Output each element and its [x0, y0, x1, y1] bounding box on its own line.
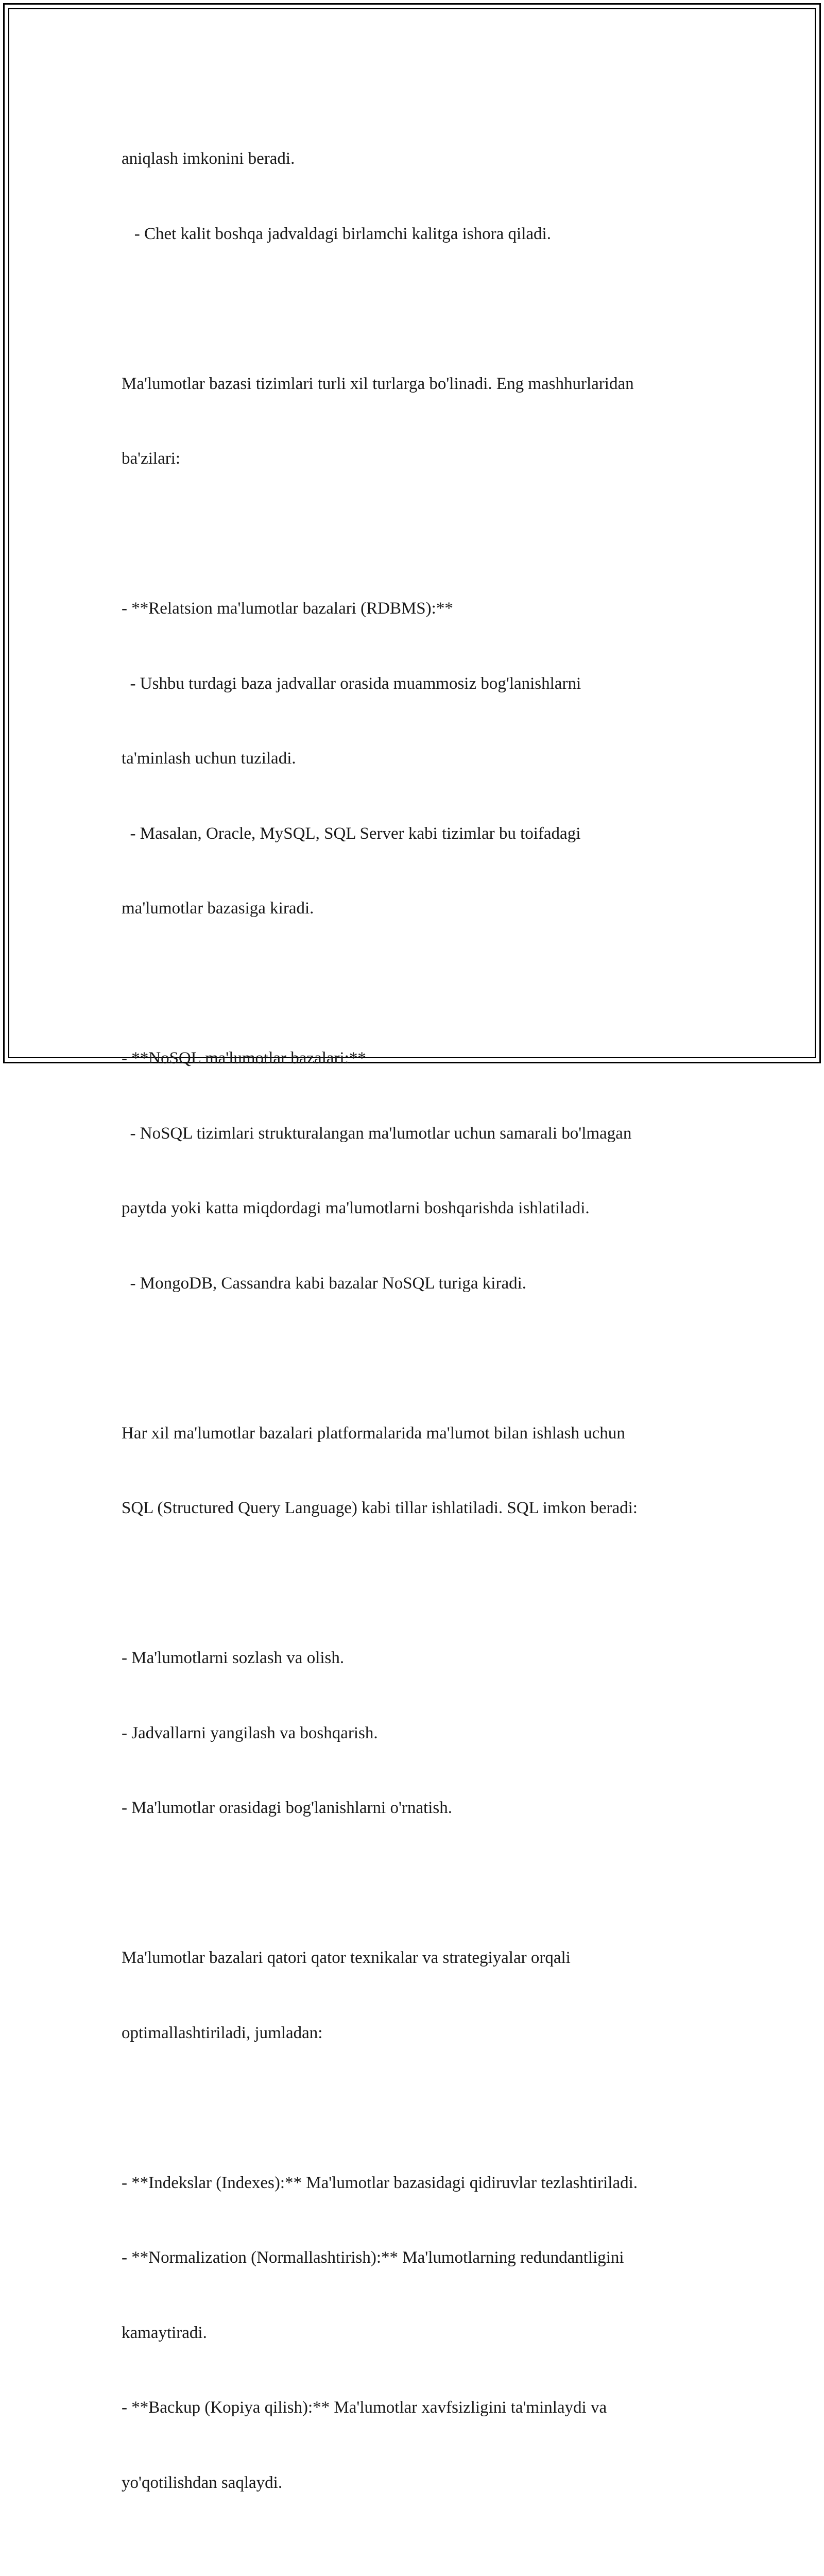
text-line: - Masalan, Oracle, MySQL, SQL Server kabi tizimlar bu toifadagi — [122, 824, 581, 843]
text-line: Har xil ma'lumotlar bazalari platformalarida ma'lumot bilan ishlash uchun — [122, 1423, 625, 1443]
text-line — [122, 1871, 734, 1896]
text-line: - Ma'lumotlar orasidagi bog'lanishlarni o'rnatish. — [122, 1799, 452, 1817]
text-line: - Jadvallarni yangilash va boshqarish. — [122, 1723, 378, 1742]
text-line: kamaytiradi. — [122, 2323, 207, 2342]
document-body — [122, 96, 734, 2576]
text-line — [122, 2095, 734, 2121]
text-line: - **NoSQL ma'lumotlar bazalari:** — [122, 1049, 366, 1067]
text-line: aniqlash imkonini beradi. — [122, 149, 295, 168]
text-line: - **Normalization (Normallashtirish):** Ma'lumotlarning redundantligini — [122, 2248, 624, 2267]
text-line: - **Backup (Kopiya qilish):** Ma'lumotlar xavfsizligini ta'minlaydi va — [122, 2398, 607, 2417]
text-line: optimallashtiriladi, jumladan: — [122, 2023, 323, 2042]
text-line: Ma'lumotlar bazasi tizimlari turli xil turlarga bo'linadi. Eng mashhurlaridan — [122, 374, 634, 393]
text-line: SQL (Structured Query Language) kabi tillar ishlatiladi. SQL imkon beradi: — [122, 1499, 638, 1517]
text-line: - Chet kalit boshqa jadvaldagi birlamchi kalitga ishora qiladi. — [122, 224, 551, 243]
text-line: Ma'lumotlar bazalari qatori qator texnikalar va strategiyalar orqali — [122, 1948, 571, 1967]
text-line: paytda yoki katta miqdordagi ma'lumotlarni boshqarishda ishlatiladi. — [122, 1199, 590, 1217]
text-line — [122, 1571, 734, 1596]
text-line — [122, 521, 734, 547]
text-line: ta'minlash uchun tuziladi. — [122, 749, 296, 768]
text-line: - MongoDB, Cassandra kabi bazalar NoSQL turiga kiradi. — [122, 1274, 527, 1293]
text-line: - Ushbu turdagi baza jadvallar orasida muammosiz bog'lanishlarni — [122, 674, 581, 693]
text-line — [122, 296, 734, 321]
text-line — [122, 1346, 734, 1371]
text-line: - **Indekslar (Indexes):** Ma'lumotlar bazasidagi qidiruvlar tezlashtiriladi. — [122, 2173, 638, 2192]
text-line: ba'zilari: — [122, 449, 181, 468]
text-line: - Ma'lumotlarni sozlash va olish. — [122, 1649, 345, 1667]
text-line — [122, 2545, 734, 2570]
text-line: - **Relatsion ma'lumotlar bazalari (RDBMS):** — [122, 599, 453, 618]
text-line — [122, 971, 734, 996]
text-line: - NoSQL tizimlari strukturalangan ma'lumotlar uchun samarali bo'lmagan — [122, 1124, 632, 1143]
text-line: ma'lumotlar bazasiga kiradi. — [122, 899, 314, 918]
text-line: yo'qotilishdan saqlaydi. — [122, 2473, 283, 2492]
